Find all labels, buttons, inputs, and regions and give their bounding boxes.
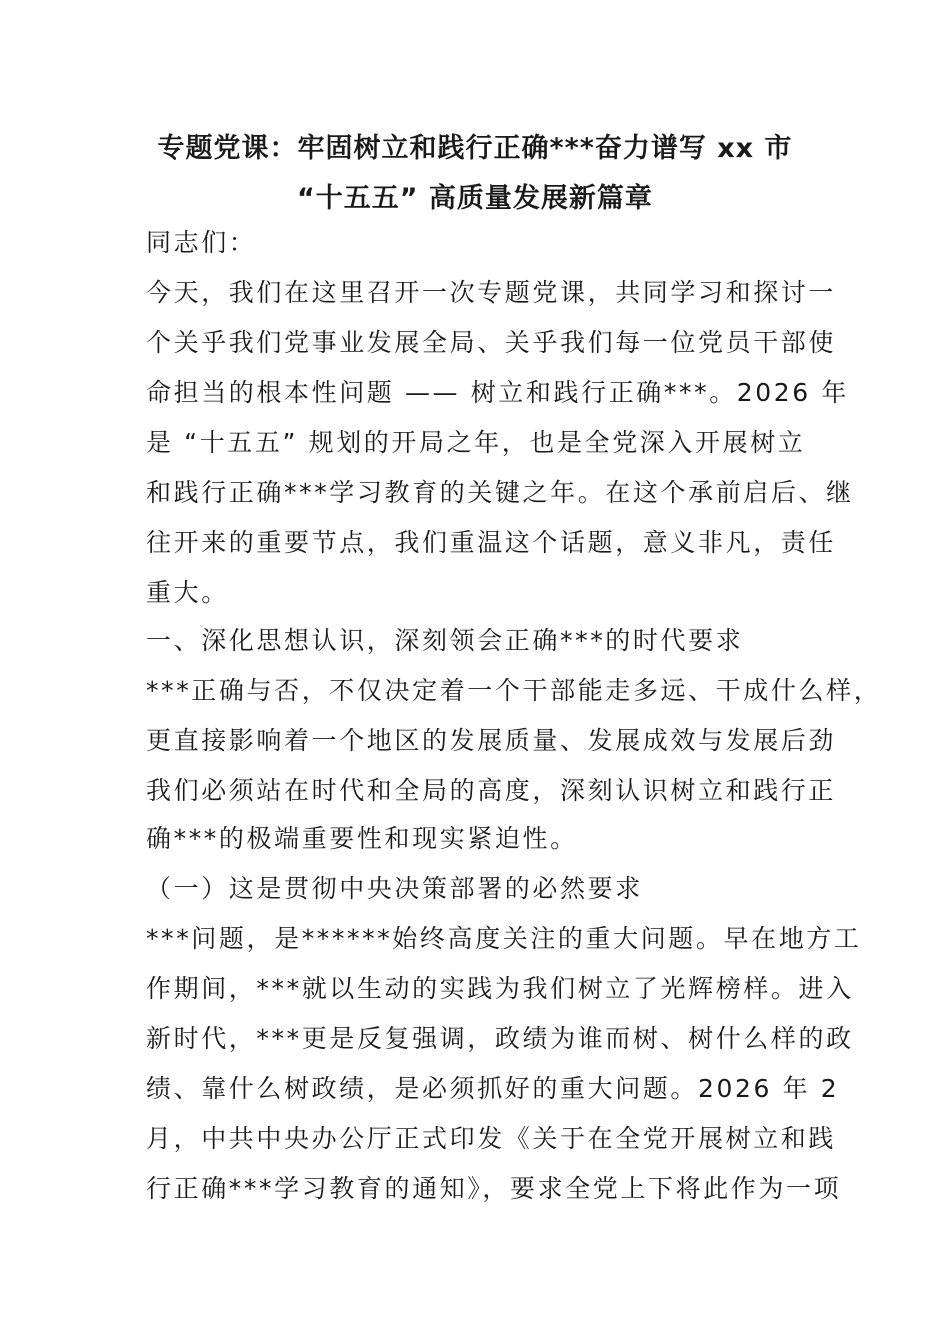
paragraph-line: 和践行正确***学习教育的关键之年。在这个承前启后、继 — [146, 478, 854, 507]
paragraph-line: 重大。 — [146, 578, 229, 607]
paragraph-line: 我们必须站在时代和全局的高度，深刻认识树立和践行正 — [146, 776, 837, 805]
section-heading: 一、深化思想认识，深刻领会正确***的时代要求 — [146, 626, 744, 655]
paragraph-line: 命担当的根本性问题 —— 树立和践行正确***。2026 年 — [146, 378, 849, 407]
paragraph-line: 月，中共中央办公厅正式印发《关于在全党开展树立和践 — [146, 1124, 837, 1153]
paragraph-line: ***问题，是******始终高度关注的重大问题。早在地方工 — [146, 924, 862, 953]
document-title-line-1: 专题党课：牢固树立和践行正确***奋力谱写 xx 市 — [157, 133, 793, 164]
paragraph-line: 新时代，***更是反复强调，政绩为谁而树、树什么样的政 — [146, 1024, 854, 1053]
salutation: 同志们： — [146, 228, 257, 257]
paragraph-line: 作期间，***就以生动的实践为我们树立了光辉榜样。进入 — [146, 974, 854, 1003]
paragraph-line: 绩、靠什么树政绩，是必须抓好的重大问题。2026 年 2 — [146, 1074, 840, 1103]
paragraph-line: 行正确***学习教育的通知》，要求全党上下将此作为一项 — [146, 1174, 842, 1203]
paragraph-line: 确***的极端重要性和现实紧迫性。 — [146, 824, 578, 853]
paragraph-line: 往开来的重要节点，我们重温这个话题，意义非凡，责任 — [146, 528, 837, 557]
subsection-heading: （一）这是贯彻中央决策部署的必然要求 — [146, 874, 643, 903]
paragraph-line: 是 “十五五” 规划的开局之年，也是全党深入开展树立 — [146, 428, 806, 457]
document-title-line-2: “十五五” 高质量发展新篇章 — [297, 183, 653, 214]
paragraph-line: ***正确与否，不仅决定着一个干部能走多远、干成什么样， — [146, 676, 882, 705]
paragraph-line: 更直接影响着一个地区的发展质量、发展成效与发展后劲 — [146, 726, 837, 755]
paragraph-line: 今天，我们在这里召开一次专题党课，共同学习和探讨一 — [146, 278, 837, 307]
paragraph-line: 个关乎我们党事业发展全局、关乎我们每一位党员干部使 — [146, 328, 837, 357]
